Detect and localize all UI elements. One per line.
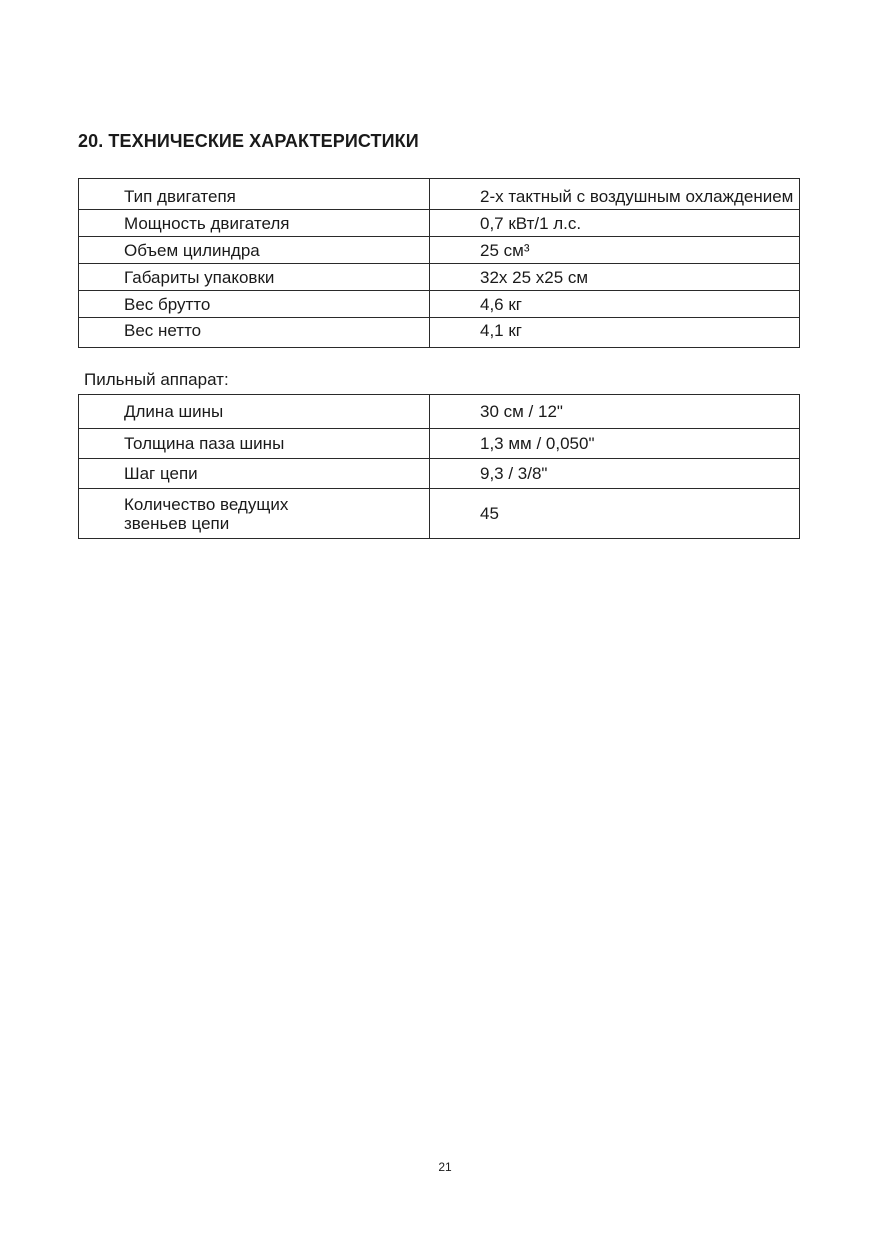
- spec-label: Длина шины: [79, 395, 430, 429]
- spec-value: 0,7 кВт/1 л.с.: [430, 210, 800, 237]
- spec-value: 45: [430, 489, 800, 539]
- spec-label: Объем цилиндра: [79, 237, 430, 264]
- spec-value: 4,1 кг: [430, 318, 800, 348]
- spec-value: 2-х тактный с воздушным охлаждением: [430, 179, 800, 210]
- table-row: [79, 264, 800, 291]
- engine-specs-table: [78, 178, 800, 348]
- spec-value: 30 см / 12": [430, 395, 800, 429]
- spec-label-line: Количество ведущих: [124, 494, 289, 514]
- page-number: 21: [438, 1160, 452, 1174]
- spec-value: 9,3 / 3/8": [430, 459, 800, 489]
- spec-value: 4,6 кг: [430, 291, 800, 318]
- spec-value: 1,3 мм / 0,050": [430, 429, 800, 459]
- spec-label: Габариты упаковки: [79, 264, 430, 291]
- saw-heading: Пильный аппарат:: [84, 370, 229, 389]
- spec-label: Мощность двигателя: [79, 210, 430, 237]
- table-row: [79, 291, 800, 318]
- table-row: [79, 210, 800, 237]
- saw-specs-table: [78, 394, 800, 539]
- table-row: [79, 237, 800, 264]
- spec-label: Толщина паза шины: [79, 429, 430, 459]
- table-row: [79, 459, 800, 489]
- spec-label-line: звеньев цепи: [124, 513, 230, 533]
- spec-value: 25 см³: [430, 237, 800, 264]
- table-row: [79, 429, 800, 459]
- spec-label: Вес нетто: [79, 318, 430, 348]
- spec-label: [79, 489, 430, 539]
- spec-label: Тип двигатепя: [79, 179, 430, 210]
- spec-label: Вес брутто: [79, 291, 430, 318]
- table-row: [79, 318, 800, 348]
- table-row: [79, 179, 800, 210]
- table-row: [79, 395, 800, 429]
- spec-value: 32х 25 х25 см: [430, 264, 800, 291]
- table-row: [79, 489, 800, 539]
- section-title: 20. ТЕХНИЧЕСКИЕ ХАРАКТЕРИСТИКИ: [78, 131, 419, 151]
- spec-label: Шаг цепи: [79, 459, 430, 489]
